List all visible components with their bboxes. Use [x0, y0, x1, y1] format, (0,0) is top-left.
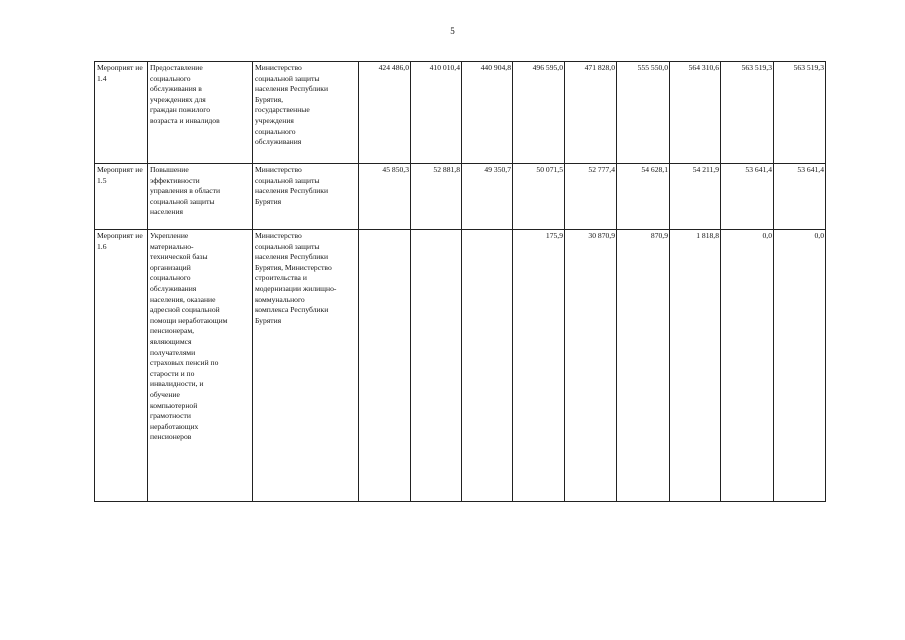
event-name: Предоставление социального обслуживания в учреждениях для граждан пожилого возраста и инвалидов [148, 62, 253, 164]
value-cell: 49 350,7 [462, 164, 513, 230]
page-number: 5 [450, 26, 455, 36]
event-executor: Министерство социальной защиты населения Республики Бурятия [253, 164, 359, 230]
value-cell: 870,9 [617, 230, 670, 502]
value-cell: 424 486,0 [359, 62, 411, 164]
event-name: Укрепление материально- технической базы организаций социального обслуживания населения, оказание адресной социальной помощи неработающим пенсионерам, являющимся получателями страховых пенсий по старости и по инвалидности, и обучение компьютерной грамотности неработающих пенсионеров [148, 230, 253, 502]
value-cell: 53 641,4 [721, 164, 774, 230]
value-cell: 175,9 [513, 230, 565, 502]
event-code: Мероприят ие 1.6 [95, 230, 148, 502]
table-row [95, 62, 826, 164]
program-events-table [94, 61, 826, 502]
table-row [95, 164, 826, 230]
value-cell: 52 777,4 [565, 164, 617, 230]
value-cell: 0,0 [721, 230, 774, 502]
value-cell [359, 230, 411, 502]
value-cell: 496 595,0 [513, 62, 565, 164]
value-cell [411, 230, 462, 502]
value-cell: 0,0 [774, 230, 826, 502]
value-cell: 30 870,9 [565, 230, 617, 502]
value-cell: 564 310,6 [670, 62, 721, 164]
value-cell: 563 519,3 [721, 62, 774, 164]
value-cell: 1 818,8 [670, 230, 721, 502]
value-cell: 471 828,0 [565, 62, 617, 164]
event-code: Мероприят ие 1.4 [95, 62, 148, 164]
value-cell: 555 550,0 [617, 62, 670, 164]
event-code: Мероприят ие 1.5 [95, 164, 148, 230]
event-name: Повышение эффективности управления в области социальной защиты населения [148, 164, 253, 230]
value-cell: 53 641,4 [774, 164, 826, 230]
value-cell: 54 211,9 [670, 164, 721, 230]
event-executor: Министерство социальной защиты населения Республики Бурятия, Министерство строительства и модернизации жилищно- коммунального комплекса Республики Бурятия [253, 230, 359, 502]
value-cell: 563 519,3 [774, 62, 826, 164]
value-cell: 50 071,5 [513, 164, 565, 230]
value-cell [462, 230, 513, 502]
value-cell: 410 010,4 [411, 62, 462, 164]
value-cell: 54 628,1 [617, 164, 670, 230]
value-cell: 440 904,8 [462, 62, 513, 164]
value-cell: 45 850,3 [359, 164, 411, 230]
value-cell: 52 881,8 [411, 164, 462, 230]
table-row [95, 230, 826, 502]
event-executor: Министерство социальной защиты населения Республики Бурятия, государственные учреждения социального обслуживания [253, 62, 359, 164]
